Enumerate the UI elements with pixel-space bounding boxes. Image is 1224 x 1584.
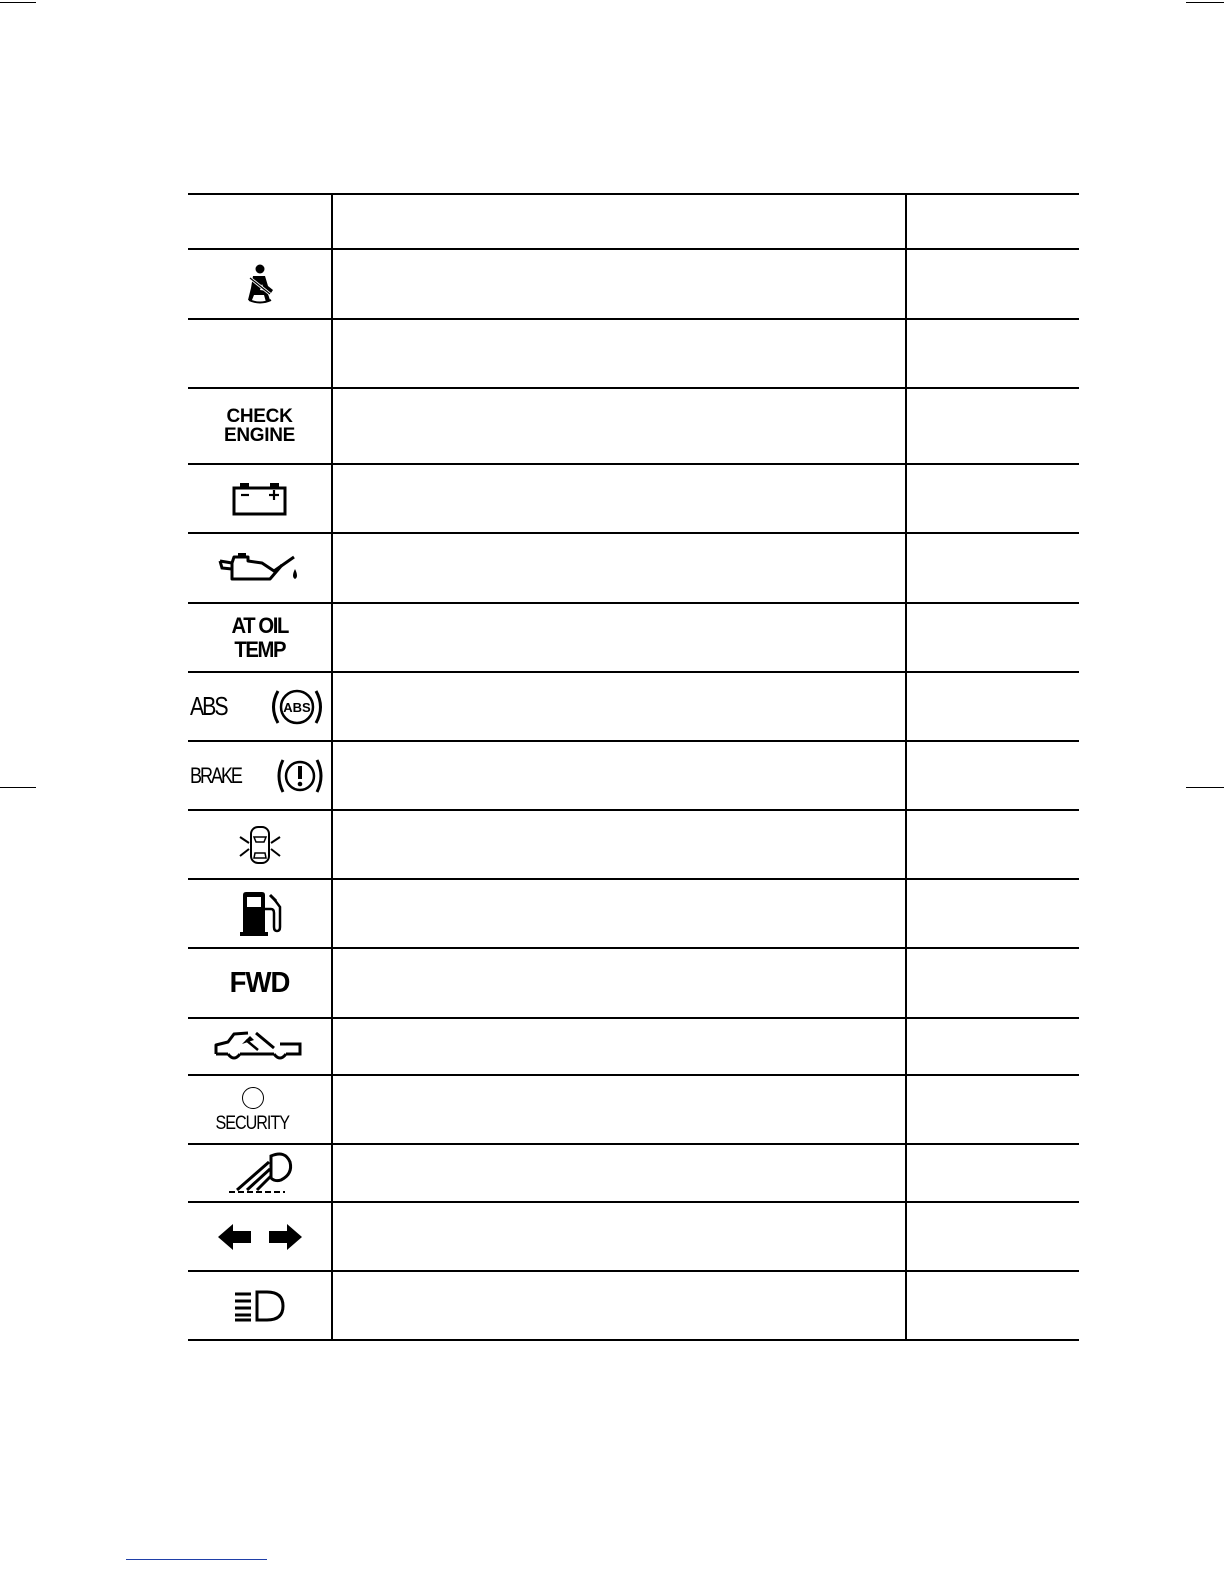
at-oil-temp-label: AT OIL TEMP — [231, 612, 288, 662]
crop-mark-top-right — [1186, 2, 1224, 3]
table-row — [188, 534, 1079, 604]
table-row — [188, 320, 1079, 389]
table-row — [188, 250, 1079, 320]
table-row — [188, 949, 1079, 1019]
table-header-row — [188, 193, 1079, 250]
crop-mark-mid-left — [0, 787, 36, 788]
brake-icon — [275, 755, 325, 797]
turn-signal-arrows-icon — [217, 1222, 303, 1252]
abs-text-label: ABS — [190, 691, 227, 721]
security-light-icon — [242, 1087, 264, 1109]
oil-can-icon — [218, 551, 302, 585]
svg-text:ABS: ABS — [283, 699, 311, 715]
table-row — [188, 880, 1079, 949]
header-cell-page — [907, 195, 1079, 248]
footer-link-underline — [126, 1559, 267, 1560]
table-row — [188, 1076, 1079, 1145]
high-beam-icon — [233, 1289, 287, 1323]
fuel-pump-icon — [238, 891, 282, 937]
warning-lights-table — [188, 193, 1079, 1341]
check-engine-label: CHECK ENGINE — [223, 406, 296, 446]
table-row — [188, 465, 1079, 534]
trunk-open-icon — [214, 1030, 306, 1064]
table-row — [188, 604, 1079, 673]
fwd-label: FWD — [229, 966, 290, 999]
battery-icon — [232, 482, 288, 516]
brake-text-label: BRAKE — [190, 762, 241, 788]
crop-mark-top-left — [0, 2, 36, 3]
table-row — [188, 1203, 1079, 1272]
table-row — [188, 1019, 1079, 1076]
table-row — [188, 673, 1079, 742]
table-row — [188, 811, 1079, 880]
table-row — [188, 1272, 1079, 1341]
seat-belt-icon — [243, 264, 277, 304]
security-label: SECURITY — [215, 1112, 290, 1134]
table-row — [188, 389, 1079, 465]
header-cell-description — [333, 195, 907, 248]
table-row — [188, 742, 1079, 811]
header-cell-symbol — [188, 195, 333, 248]
fog-lamp-icon — [225, 1150, 295, 1196]
table-row — [188, 1145, 1079, 1203]
crop-mark-mid-right — [1186, 787, 1224, 788]
abs-icon — [269, 685, 325, 729]
door-ajar-icon — [235, 825, 285, 865]
